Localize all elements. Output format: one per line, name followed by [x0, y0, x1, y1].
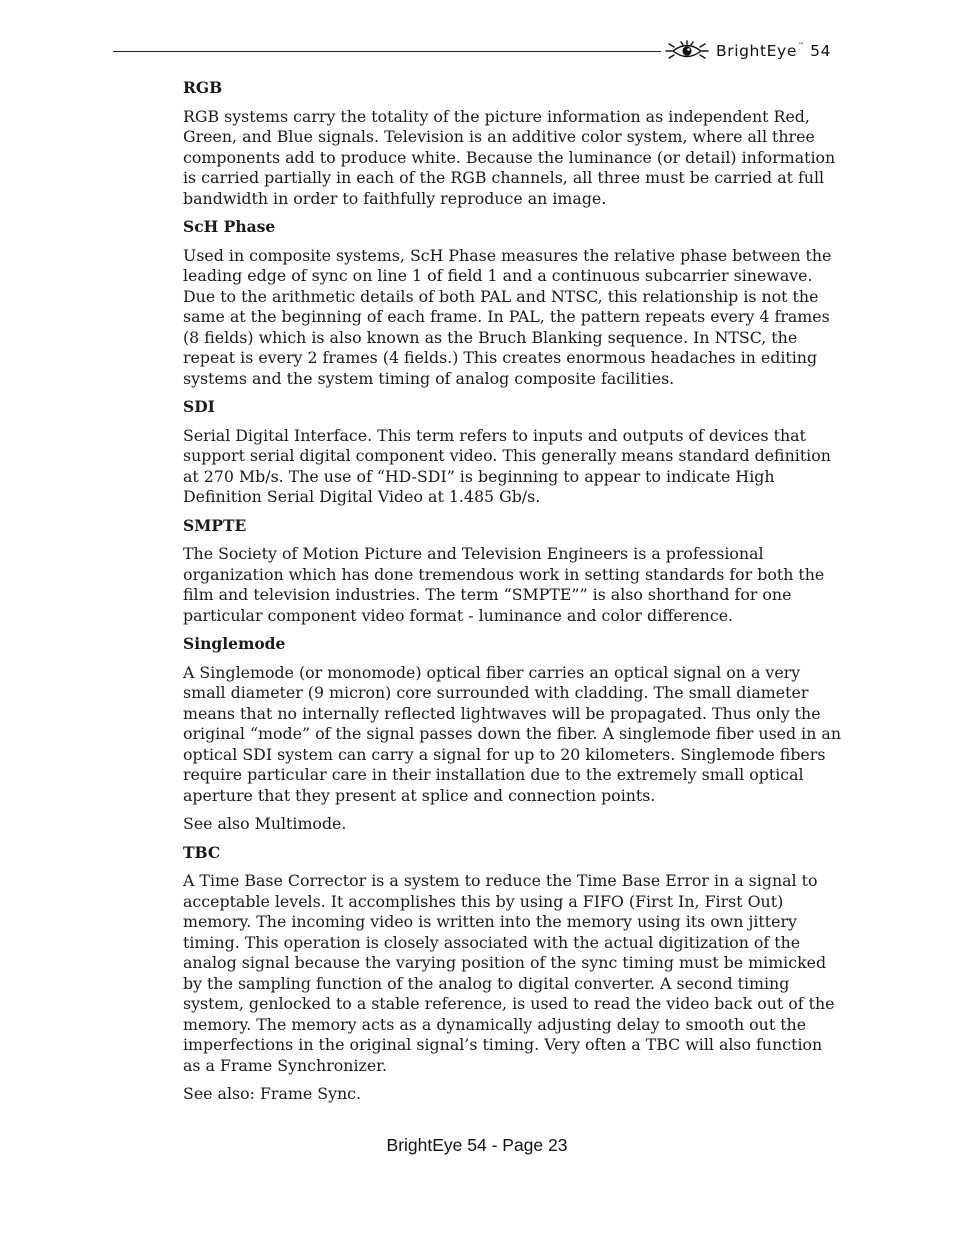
glossary-entry-tbc [183, 843, 843, 1105]
term-heading: TBC [183, 842, 221, 862]
definition-paragraph: Serial Digital Interface. This term refers to inputs and outputs of devices that support serial digital component video. This generally means standard definition at 270 Mb/s. The use of “HD-SDI” is beginning to appear to indicate High Definition Serial Digital Video at 1.485 Gb/s. [183, 425, 831, 506]
see-also-note: See also: Frame Sync. [183, 1084, 362, 1103]
definition-paragraph: A Singlemode (or monomode) optical fiber carries an optical signal on a very small diameter (9 micron) core surrounded with cladding. The small diameter means that no internally reflected lightwaves will be propagated. Thus only the original “mode” of the signal passes down the fiber. A singlemode fiber used in an optical SDI system can carry a signal for up to 20 kilometers. Singlemode fibers require particular care in their installation due to the extremely small optical aperture that they present at splice and connection points. [183, 662, 842, 805]
glossary-entry-singlemode [183, 634, 843, 835]
header-rule [113, 51, 661, 52]
see-also-note: See also Multimode. [183, 814, 347, 833]
term-heading: RGB [183, 78, 223, 97]
definition-paragraph: The Society of Motion Picture and Television Engineers is a professional organization which has done tremendous work in setting standards for both the film and television industries. The term “SMPTE”” is also shorthand for one particular component video format - luminance and color difference. [183, 544, 825, 625]
glossary-entry-sch-phase [183, 217, 843, 389]
term-heading: SMPTE [183, 515, 247, 535]
glossary-entry-smpte [183, 516, 843, 627]
term-heading: SDI [183, 397, 215, 416]
glossary-entry-rgb [183, 78, 843, 209]
eye-logo-icon [664, 40, 710, 62]
brand-title: BrightEye™ 54 [716, 42, 832, 60]
brand-header [664, 38, 831, 64]
glossary-entry-sdi [183, 397, 843, 508]
term-heading: ScH Phase [183, 217, 276, 236]
page-footer: BrightEye 54 - Page 23 [386, 1135, 568, 1155]
definition-paragraph: RGB systems carry the totality of the picture information as independent Red, Green, and Blue signals. Television is an additive color system, where all three components add to produce white. Because the luminance (or detail) information is carried partially in each of the RGB channels, all three must be carried at full bandwidth in order to faithfully reproduce an image. [183, 106, 836, 208]
term-heading: Singlemode [183, 634, 286, 653]
glossary-content [183, 78, 843, 1113]
definition-paragraph: Used in composite systems, ScH Phase measures the relative phase between the leading edge of sync on line 1 of field 1 and a continuous subcarrier sinewave. Due to the arithmetic details of both PAL and NTSC, this relationship is not the same at the beginning of each frame. In PAL, the pattern repeats every 4 frames (8 fields) which is also known as the Bruch Blanking sequence. In NTSC, the repeat is every 2 frames (4 fields.) This creates enormous headaches in editing systems and the system timing of analog composite facilities. [183, 245, 832, 388]
definition-paragraph: A Time Base Corrector is a system to reduce the Time Base Error in a signal to acceptable levels. It accomplishes this by using a FIFO (First In, First Out) memory. The incoming video is written into the memory using its own jittery timing. This operation is closely associated with the actual digitization of the analog signal because the varying position of the sync timing must be mimicked by the sampling function of the analog to digital converter. A second timing system, genlocked to a stable reference, is used to read the video back out of the memory. The memory acts as a dynamically adjusting delay to smooth out the imperfections in the original signal’s timing. Very often a TBC will also function as a Frame Synchronizer. [183, 871, 835, 1075]
